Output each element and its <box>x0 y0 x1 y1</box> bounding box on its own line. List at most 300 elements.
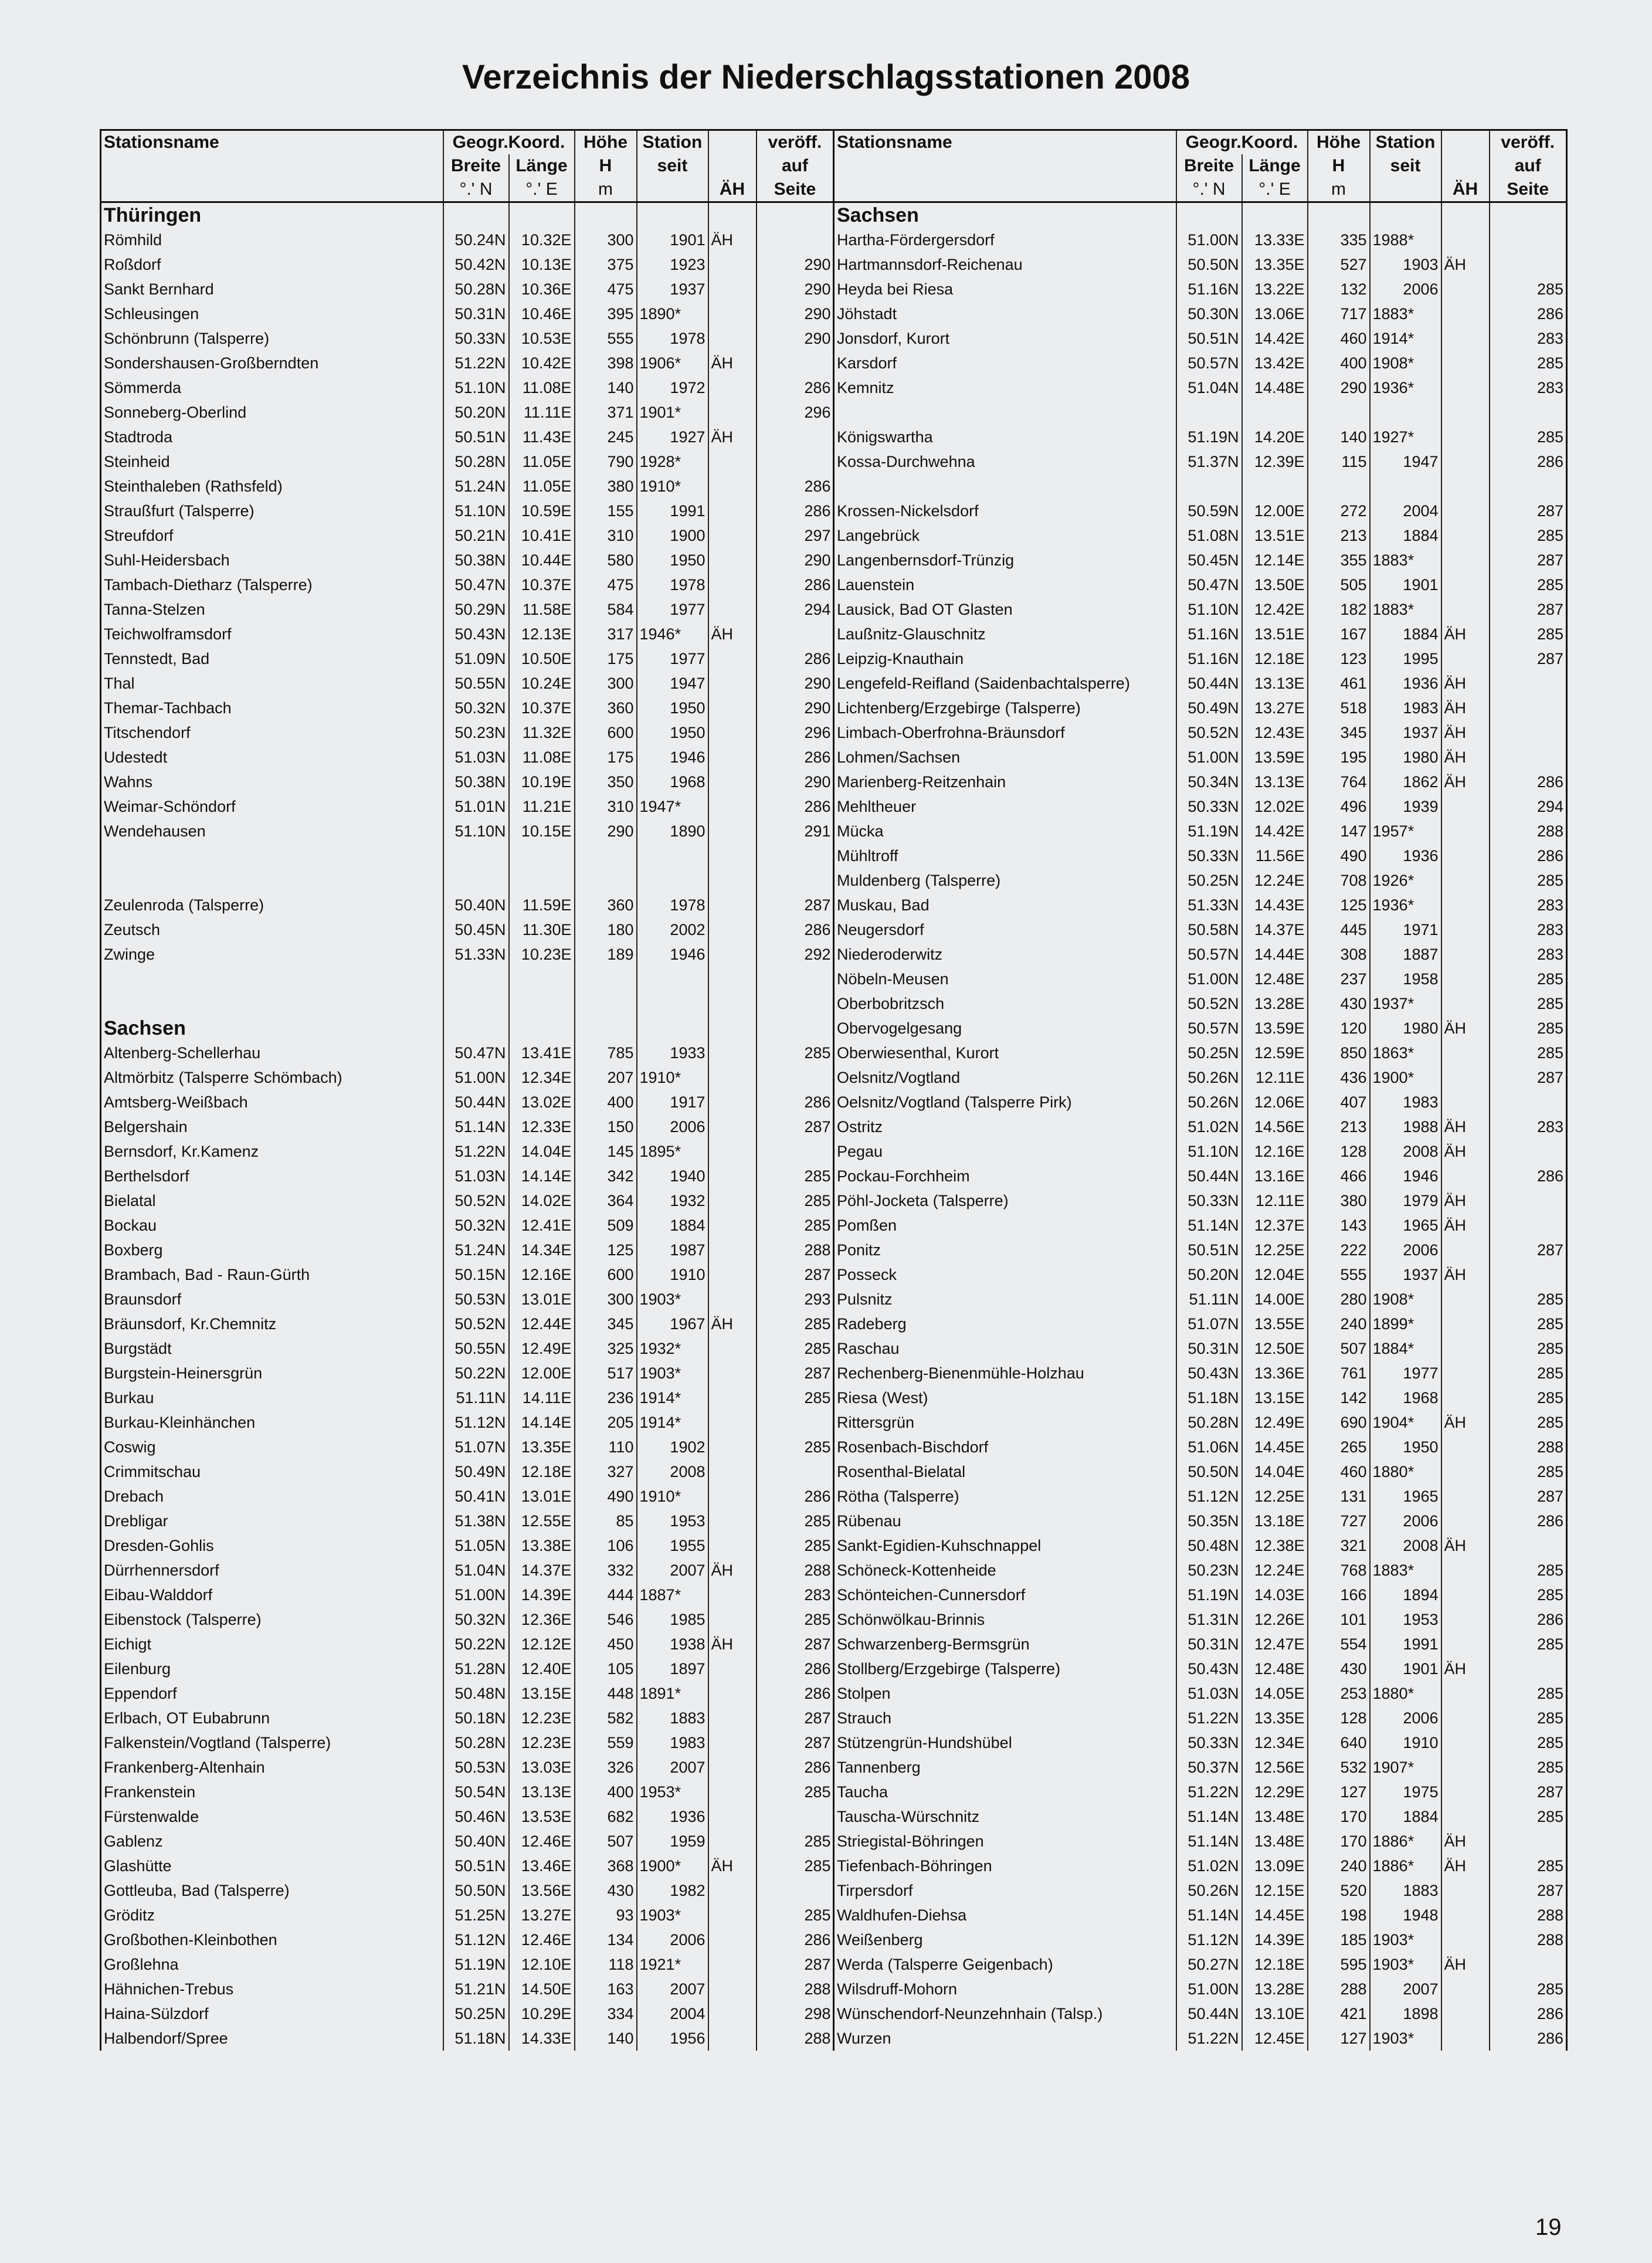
station-row <box>834 1435 1567 1459</box>
since-year: 1886* <box>1370 1829 1441 1854</box>
page-ref: 285 <box>757 1435 834 1459</box>
ah-flag <box>1441 425 1490 449</box>
ah-flag <box>1441 548 1490 572</box>
longitude: 10.44E <box>509 548 575 572</box>
ah-flag <box>708 1533 757 1558</box>
latitude: 51.25N <box>443 1903 509 1927</box>
station-name: Nöbeln-Meusen <box>834 967 1176 991</box>
station-name: Rübenau <box>834 1509 1176 1533</box>
altitude: 509 <box>575 1213 637 1238</box>
ah-flag <box>708 1090 757 1114</box>
station-name: Glashütte <box>101 1854 443 1878</box>
station-row <box>834 1706 1567 1730</box>
since-year: 1903* <box>637 1287 708 1312</box>
ah-flag <box>708 1410 757 1435</box>
ah-flag <box>708 400 757 425</box>
since-year: 1937* <box>1370 991 1441 1016</box>
header-unit-n: °.' N <box>443 178 509 202</box>
since-year: 1902 <box>637 1435 708 1459</box>
longitude: 10.13E <box>509 252 575 277</box>
page-ref: 288 <box>757 1558 834 1583</box>
station-row <box>101 1238 834 1262</box>
longitude: 12.13E <box>509 622 575 646</box>
altitude: 288 <box>1308 1977 1370 2001</box>
region-header-row <box>834 202 1567 228</box>
station-name: Burkau-Kleinhänchen <box>101 1410 443 1435</box>
latitude: 50.18N <box>443 1706 509 1730</box>
ah-flag <box>708 1706 757 1730</box>
longitude: 10.23E <box>509 942 575 967</box>
since-year: 1953 <box>637 1509 708 1533</box>
since-year: 1884 <box>1370 622 1441 646</box>
ah-flag <box>1441 1484 1490 1509</box>
since-year: 1955 <box>637 1533 708 1558</box>
longitude <box>1242 202 1308 228</box>
since-year: 1897 <box>637 1656 708 1681</box>
header-unit-e: °.' E <box>1242 178 1308 202</box>
station-name: Tambach-Dietharz (Talsperre) <box>101 572 443 597</box>
station-name: Hartha-Fördergersdorf <box>834 228 1176 252</box>
latitude <box>443 967 509 991</box>
ah-flag <box>1441 794 1490 819</box>
page-ref: 286 <box>757 1484 834 1509</box>
page-ref: 285 <box>1490 1854 1567 1878</box>
latitude: 50.40N <box>443 1829 509 1854</box>
station-row <box>101 277 834 301</box>
region-header-row <box>101 202 834 228</box>
ah-flag <box>708 1583 757 1607</box>
since-year: 1987 <box>637 1238 708 1262</box>
altitude: 682 <box>575 1804 637 1829</box>
longitude: 12.12E <box>509 1632 575 1656</box>
since-year: 1971 <box>1370 917 1441 942</box>
ah-flag: ÄH <box>708 228 757 252</box>
page-ref: 287 <box>757 893 834 917</box>
page-ref: 298 <box>757 2001 834 2026</box>
since-year: 1953* <box>637 1780 708 1804</box>
station-name: Thüringen <box>101 202 443 228</box>
latitude: 51.12N <box>443 1927 509 1952</box>
ah-flag <box>1441 326 1490 351</box>
station-row <box>101 1410 834 1435</box>
altitude: 110 <box>575 1435 637 1459</box>
station-name: Wilsdruff-Mohorn <box>834 1977 1176 2001</box>
latitude: 50.21N <box>443 523 509 548</box>
station-name: Rosenbach-Bischdorf <box>834 1435 1176 1459</box>
longitude: 12.26E <box>1242 1607 1308 1632</box>
page-ref: 296 <box>757 720 834 745</box>
longitude: 14.37E <box>1242 917 1308 942</box>
station-name: Haina-Sülzdorf <box>101 2001 443 2026</box>
station-row <box>101 1484 834 1509</box>
station-row <box>101 1336 834 1361</box>
altitude: 355 <box>1308 548 1370 572</box>
since-year: 1926* <box>1370 868 1441 893</box>
ah-flag <box>1441 1780 1490 1804</box>
page-ref: 285 <box>1490 1730 1567 1755</box>
longitude: 13.35E <box>509 1435 575 1459</box>
latitude: 51.22N <box>1176 1780 1242 1804</box>
station-name: Gottleuba, Bad (Talsperre) <box>101 1878 443 1903</box>
station-name: Stollberg/Erzgebirge (Talsperre) <box>834 1656 1176 1681</box>
altitude: 213 <box>1308 523 1370 548</box>
station-row <box>101 301 834 326</box>
station-row <box>101 474 834 499</box>
station-row <box>101 1090 834 1114</box>
altitude: 195 <box>1308 745 1370 770</box>
latitude: 50.26N <box>1176 1065 1242 1090</box>
station-row <box>101 794 834 819</box>
longitude: 12.36E <box>509 1607 575 1632</box>
since-year: 1968 <box>1370 1385 1441 1410</box>
page-ref: 285 <box>757 1164 834 1188</box>
longitude <box>509 202 575 228</box>
since-year: 1906* <box>637 351 708 375</box>
ah-flag <box>708 1188 757 1213</box>
station-row <box>834 326 1567 351</box>
page-ref: 286 <box>757 572 834 597</box>
station-row <box>834 1583 1567 1607</box>
altitude: 421 <box>1308 2001 1370 2026</box>
page-ref: 285 <box>1490 1804 1567 1829</box>
station-row <box>834 1878 1567 1903</box>
station-name: Steinthaleben (Rathsfeld) <box>101 474 443 499</box>
since-year: 1978 <box>637 893 708 917</box>
latitude: 50.51N <box>1176 326 1242 351</box>
altitude: 444 <box>575 1583 637 1607</box>
altitude: 448 <box>575 1681 637 1706</box>
longitude: 12.23E <box>509 1730 575 1755</box>
station-row <box>834 1188 1567 1213</box>
station-name: Jöhstadt <box>834 301 1176 326</box>
page-ref: 290 <box>757 277 834 301</box>
since-year: 1940 <box>637 1164 708 1188</box>
altitude: 236 <box>575 1385 637 1410</box>
ah-flag <box>708 1755 757 1780</box>
altitude: 155 <box>575 499 637 523</box>
altitude: 466 <box>1308 1164 1370 1188</box>
longitude: 12.40E <box>509 1656 575 1681</box>
page-ref <box>1490 400 1567 425</box>
page-ref: 285 <box>1490 1583 1567 1607</box>
altitude: 450 <box>575 1632 637 1656</box>
since-year: 1907* <box>1370 1755 1441 1780</box>
altitude: 245 <box>575 425 637 449</box>
latitude: 50.33N <box>443 326 509 351</box>
since-year: 1910* <box>637 1065 708 1090</box>
latitude: 50.31N <box>1176 1632 1242 1656</box>
since-year: 1898 <box>1370 2001 1441 2026</box>
station-name: Mücka <box>834 819 1176 843</box>
altitude: 559 <box>575 1730 637 1755</box>
station-name: Römhild <box>101 228 443 252</box>
longitude: 12.29E <box>1242 1780 1308 1804</box>
longitude: 14.04E <box>509 1139 575 1164</box>
page-ref <box>1490 1188 1567 1213</box>
station-name: Lengefeld-Reifland (Saidenbachtalsperre) <box>834 671 1176 696</box>
since-year: 2008 <box>637 1459 708 1484</box>
region-header-row <box>101 1016 834 1041</box>
header-h: H <box>575 154 637 178</box>
since-year: 1908* <box>1370 351 1441 375</box>
latitude: 50.33N <box>1176 1188 1242 1213</box>
latitude: 51.08N <box>1176 523 1242 548</box>
latitude: 50.38N <box>443 770 509 794</box>
since-year: 1938 <box>637 1632 708 1656</box>
altitude: 445 <box>1308 917 1370 942</box>
altitude: 490 <box>1308 843 1370 868</box>
altitude: 280 <box>1308 1287 1370 1312</box>
station-row <box>101 1607 834 1632</box>
since-year <box>637 868 708 893</box>
page-ref: 290 <box>757 301 834 326</box>
page-ref: 285 <box>1490 1336 1567 1361</box>
longitude: 13.15E <box>509 1681 575 1706</box>
page-ref <box>1490 1533 1567 1558</box>
since-year: 1936* <box>1370 893 1441 917</box>
ah-flag <box>1441 1706 1490 1730</box>
station-name: Langenbernsdorf-Trünzig <box>834 548 1176 572</box>
station-name: Weimar-Schöndorf <box>101 794 443 819</box>
altitude <box>575 868 637 893</box>
page-ref: 286 <box>757 794 834 819</box>
page-ref <box>1490 1139 1567 1164</box>
station-row <box>834 1016 1567 1041</box>
page-ref: 283 <box>1490 326 1567 351</box>
longitude: 12.06E <box>1242 1090 1308 1114</box>
since-year: 1953 <box>1370 1607 1441 1632</box>
ah-flag: ÄH <box>1441 1656 1490 1681</box>
table-header-left <box>101 130 834 202</box>
header-blank <box>708 154 757 178</box>
since-year: 1883* <box>1370 1558 1441 1583</box>
station-name: Sachsen <box>101 1016 443 1041</box>
ah-flag <box>1441 1755 1490 1780</box>
page-ref: 283 <box>757 1583 834 1607</box>
station-row <box>834 794 1567 819</box>
latitude: 51.07N <box>443 1435 509 1459</box>
latitude: 50.47N <box>443 1041 509 1065</box>
page-ref: 285 <box>1490 351 1567 375</box>
station-name: Pöhl-Jocketa (Talsperre) <box>834 1188 1176 1213</box>
station-row <box>101 1041 834 1065</box>
ah-flag <box>708 819 757 843</box>
ah-flag: ÄH <box>1441 720 1490 745</box>
ah-flag <box>708 745 757 770</box>
latitude: 51.00N <box>443 1065 509 1090</box>
altitude: 140 <box>1308 425 1370 449</box>
station-row <box>834 499 1567 523</box>
station-row <box>101 572 834 597</box>
station-name <box>101 868 443 893</box>
latitude: 50.27N <box>1176 1952 1242 1977</box>
longitude: 12.04E <box>1242 1262 1308 1287</box>
page-ref: 286 <box>757 474 834 499</box>
longitude: 11.08E <box>509 745 575 770</box>
longitude: 12.56E <box>1242 1755 1308 1780</box>
page-ref: 287 <box>757 1706 834 1730</box>
altitude: 368 <box>575 1854 637 1878</box>
since-year: 1980 <box>1370 1016 1441 1041</box>
header-station-name: Stationsname <box>101 130 443 155</box>
station-name: Falkenstein/Vogtland (Talsperre) <box>101 1730 443 1755</box>
station-name: Frankenberg-Altenhain <box>101 1755 443 1780</box>
header-blank <box>101 178 443 202</box>
station-name: Wahns <box>101 770 443 794</box>
station-row <box>834 1262 1567 1287</box>
since-year: 1978 <box>637 326 708 351</box>
station-name: Rötha (Talsperre) <box>834 1484 1176 1509</box>
longitude: 14.45E <box>1242 1903 1308 1927</box>
latitude: 50.51N <box>443 1854 509 1878</box>
altitude: 321 <box>1308 1533 1370 1558</box>
altitude: 335 <box>1308 228 1370 252</box>
station-row <box>101 548 834 572</box>
latitude: 51.19N <box>1176 1583 1242 1607</box>
station-row <box>101 671 834 696</box>
altitude: 131 <box>1308 1484 1370 1509</box>
latitude: 50.52N <box>1176 991 1242 1016</box>
latitude: 51.12N <box>1176 1927 1242 1952</box>
page-ref <box>757 843 834 868</box>
station-row <box>834 2001 1567 2026</box>
since-year: 1886* <box>1370 1854 1441 1878</box>
ah-flag: ÄH <box>1441 1188 1490 1213</box>
header-ah-blank <box>708 130 757 155</box>
station-row <box>101 1509 834 1533</box>
ah-flag <box>1441 1435 1490 1459</box>
station-name: Heyda bei Riesa <box>834 277 1176 301</box>
station-row <box>834 1238 1567 1262</box>
altitude: 300 <box>575 1287 637 1312</box>
station-row <box>834 1361 1567 1385</box>
altitude: 163 <box>575 1977 637 2001</box>
station-name: Dresden-Gohlis <box>101 1533 443 1558</box>
longitude: 10.32E <box>509 228 575 252</box>
station-name: Schönwölkau-Brinnis <box>834 1607 1176 1632</box>
altitude: 272 <box>1308 499 1370 523</box>
ah-flag <box>708 252 757 277</box>
since-year: 1910 <box>1370 1730 1441 1755</box>
station-row <box>834 1041 1567 1065</box>
station-name: Zeulenroda (Talsperre) <box>101 893 443 917</box>
altitude: 475 <box>575 277 637 301</box>
latitude: 50.22N <box>443 1361 509 1385</box>
header-blank <box>834 154 1176 178</box>
ah-flag <box>1441 2026 1490 2051</box>
station-row <box>101 1065 834 1090</box>
station-name: Gröditz <box>101 1903 443 1927</box>
since-year: 1890* <box>637 301 708 326</box>
station-name: Sankt-Egidien-Kuhschnappel <box>834 1533 1176 1558</box>
altitude: 290 <box>1308 375 1370 400</box>
empty-row <box>101 868 834 893</box>
station-name: Karsdorf <box>834 351 1176 375</box>
altitude: 507 <box>575 1829 637 1854</box>
station-row <box>834 646 1567 671</box>
ah-flag: ÄH <box>708 1854 757 1878</box>
ah-flag <box>708 2001 757 2026</box>
station-row <box>834 1632 1567 1656</box>
station-row <box>834 1780 1567 1804</box>
station-name: Posseck <box>834 1262 1176 1287</box>
ah-flag <box>708 548 757 572</box>
altitude: 189 <box>575 942 637 967</box>
page-ref <box>757 1878 834 1903</box>
page-ref: 290 <box>757 252 834 277</box>
since-year: 2006 <box>1370 277 1441 301</box>
since-year <box>1370 400 1441 425</box>
latitude: 50.45N <box>1176 548 1242 572</box>
since-year: 1899* <box>1370 1312 1441 1336</box>
page-ref: 286 <box>1490 1509 1567 1533</box>
altitude: 127 <box>1308 1780 1370 1804</box>
page-ref: 286 <box>1490 449 1567 474</box>
page-ref: 287 <box>757 1114 834 1139</box>
station-name: Großbothen-Kleinbothen <box>101 1927 443 1952</box>
longitude: 13.35E <box>1242 1706 1308 1730</box>
latitude <box>443 843 509 868</box>
page-ref: 285 <box>1490 1681 1567 1706</box>
longitude: 13.02E <box>509 1090 575 1114</box>
latitude: 51.14N <box>443 1114 509 1139</box>
latitude: 51.01N <box>443 794 509 819</box>
page-ref: 285 <box>1490 1459 1567 1484</box>
header-ah: ÄH <box>708 178 757 202</box>
station-name: Tannenberg <box>834 1755 1176 1780</box>
station-row <box>101 1730 834 1755</box>
longitude: 11.05E <box>509 449 575 474</box>
altitude: 375 <box>575 252 637 277</box>
page-ref: 285 <box>757 1829 834 1854</box>
station-name: Wendehausen <box>101 819 443 843</box>
station-row <box>101 1435 834 1459</box>
ah-flag: ÄH <box>1441 696 1490 720</box>
page-ref: 296 <box>757 400 834 425</box>
ah-flag <box>1441 1459 1490 1484</box>
altitude: 785 <box>575 1041 637 1065</box>
longitude: 11.05E <box>509 474 575 499</box>
ah-flag: ÄH <box>1441 745 1490 770</box>
station-row <box>101 597 834 622</box>
station-name: Oelsnitz/Vogtland <box>834 1065 1176 1090</box>
page-ref <box>1490 1213 1567 1238</box>
station-name: Stadtroda <box>101 425 443 449</box>
station-row <box>101 1656 834 1681</box>
page-ref: 285 <box>1490 425 1567 449</box>
page-ref <box>757 449 834 474</box>
altitude: 334 <box>575 2001 637 2026</box>
since-year: 1982 <box>637 1878 708 1903</box>
since-year: 1947 <box>637 671 708 696</box>
altitude <box>1308 400 1370 425</box>
latitude: 50.57N <box>1176 942 1242 967</box>
altitude: 134 <box>575 1927 637 1952</box>
latitude <box>1176 474 1242 499</box>
latitude: 51.14N <box>1176 1213 1242 1238</box>
since-year: 1883* <box>1370 548 1441 572</box>
latitude <box>443 991 509 1016</box>
ah-flag <box>708 991 757 1016</box>
latitude: 50.50N <box>1176 252 1242 277</box>
latitude: 50.52N <box>443 1188 509 1213</box>
station-name: Brambach, Bad - Raun-Gürth <box>101 1262 443 1287</box>
altitude: 325 <box>575 1336 637 1361</box>
page-ref: 286 <box>1490 770 1567 794</box>
latitude: 50.53N <box>443 1755 509 1780</box>
ah-flag <box>708 301 757 326</box>
station-name: Sonneberg-Oberlind <box>101 400 443 425</box>
